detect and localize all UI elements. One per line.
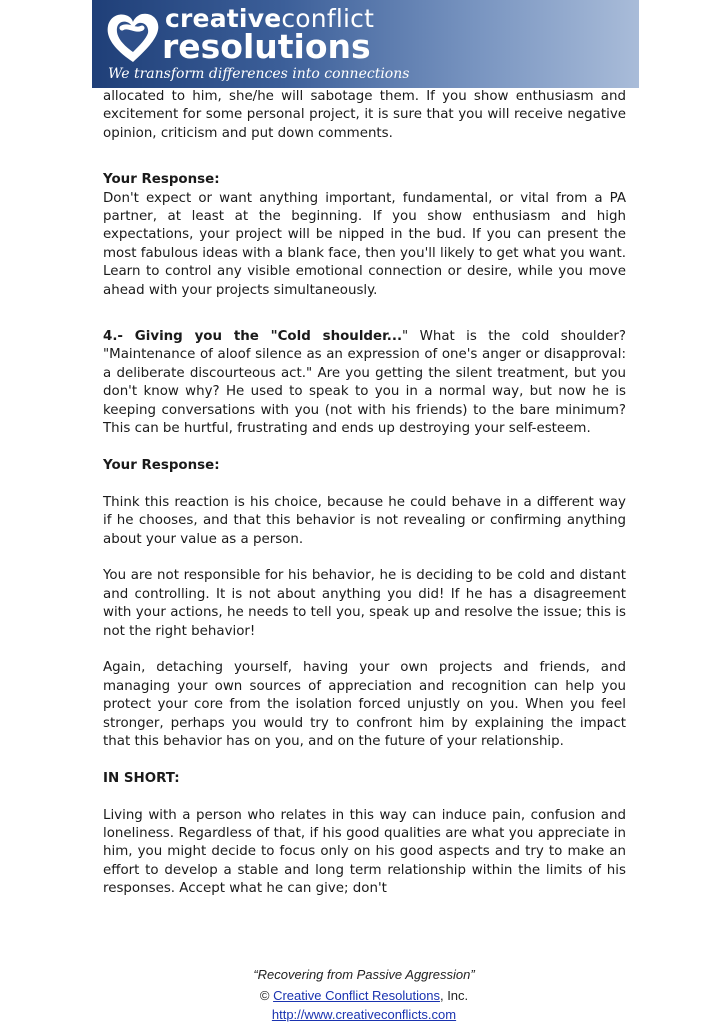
footer-book-title: “Recovering from Passive Aggression” (253, 967, 475, 982)
brand-name-line1: creativeconflict (165, 4, 375, 33)
company-link[interactable]: Creative Conflict Resolutions (273, 988, 440, 1003)
heart-swirl-logo-icon (102, 6, 164, 68)
intro-paragraph: allocated to him, she/he will sabotage them. If you show enthusiasm and excitement for some personal project, it is sure that you will receive negative opinion, criticism and put down comments. (103, 89, 626, 141)
brand-name-line2: resolutions (162, 27, 371, 66)
section-4-paragraph (103, 328, 626, 438)
header-banner (92, 0, 639, 88)
section-4-text: " What is the cold shoulder? "Maintenance of aloof silence as an expression of one's anger or disapproval: a deliberate discourteous act." Are you getting the silent treatment, but you don't know why? He used to speak to you in a normal way, but now he is keeping conversations with you (not with his friends) to the bare minimum? This can be hurtful, frustrating and ends up destroying your self-esteem. (103, 329, 626, 437)
footer-copyright: © Creative Conflict Resolutions, Inc. (259, 988, 469, 1003)
brand-tagline: We transform differences into connections (108, 66, 410, 82)
in-short-heading: IN SHORT: (103, 770, 180, 786)
response-2-paragraph-1: Think this reaction is his choice, because he could behave in a different way if he chooses, and that this behavior is not revealing or confirming anything about your value as a person. (103, 494, 626, 547)
website-link[interactable]: http://www.creativeconflicts.com (271, 1007, 457, 1022)
response-2-paragraph-2: You are not responsible for his behavior, he is deciding to be cold and distant and controlling. It is not about anything you did! If he has a disagreement with your actions, he needs to tell you, speak up and resolve the issue; this is not the right behavior! (103, 568, 626, 639)
response-heading-2: Your Response: (103, 457, 220, 473)
in-short-paragraph: Living with a person who relates in this way can induce pain, confusion and loneliness. Regardless of that, if his good qualities are what you appreciate in him, you might decide to focus only on his good aspects and try to make an effort to develop a stable and long term relationship within the limits of his responses. Accept what he can give; don't (103, 807, 626, 897)
response-2-paragraph-3: Again, detaching yourself, having your own projects and friends, and managing your own sources of appreciation and recognition can help you protect your core from the isolation forced unjustly on you. When you feel stronger, perhaps you would try to confront him by explaining the impact that this behavior has on you, and on the future of your relationship. (103, 660, 626, 749)
document-body (103, 88, 626, 899)
section-4-heading: 4.- Giving you the "Cold shoulder... (103, 329, 403, 345)
response-heading-1: Your Response: (103, 172, 220, 188)
response-paragraph-1: Don't expect or want anything important, fundamental, or vital from a PA partner, at least at the beginning. If you show enthusiasm and high expectations, your project will be nipped in the bud. If you can present the most fabulous ideas with a blank face, then you'll likely to get what you want. Learn to control any visible emotional connection or desire, while you move ahead with your projects simultaneously. (103, 190, 626, 298)
footer-url (0, 1007, 728, 1022)
